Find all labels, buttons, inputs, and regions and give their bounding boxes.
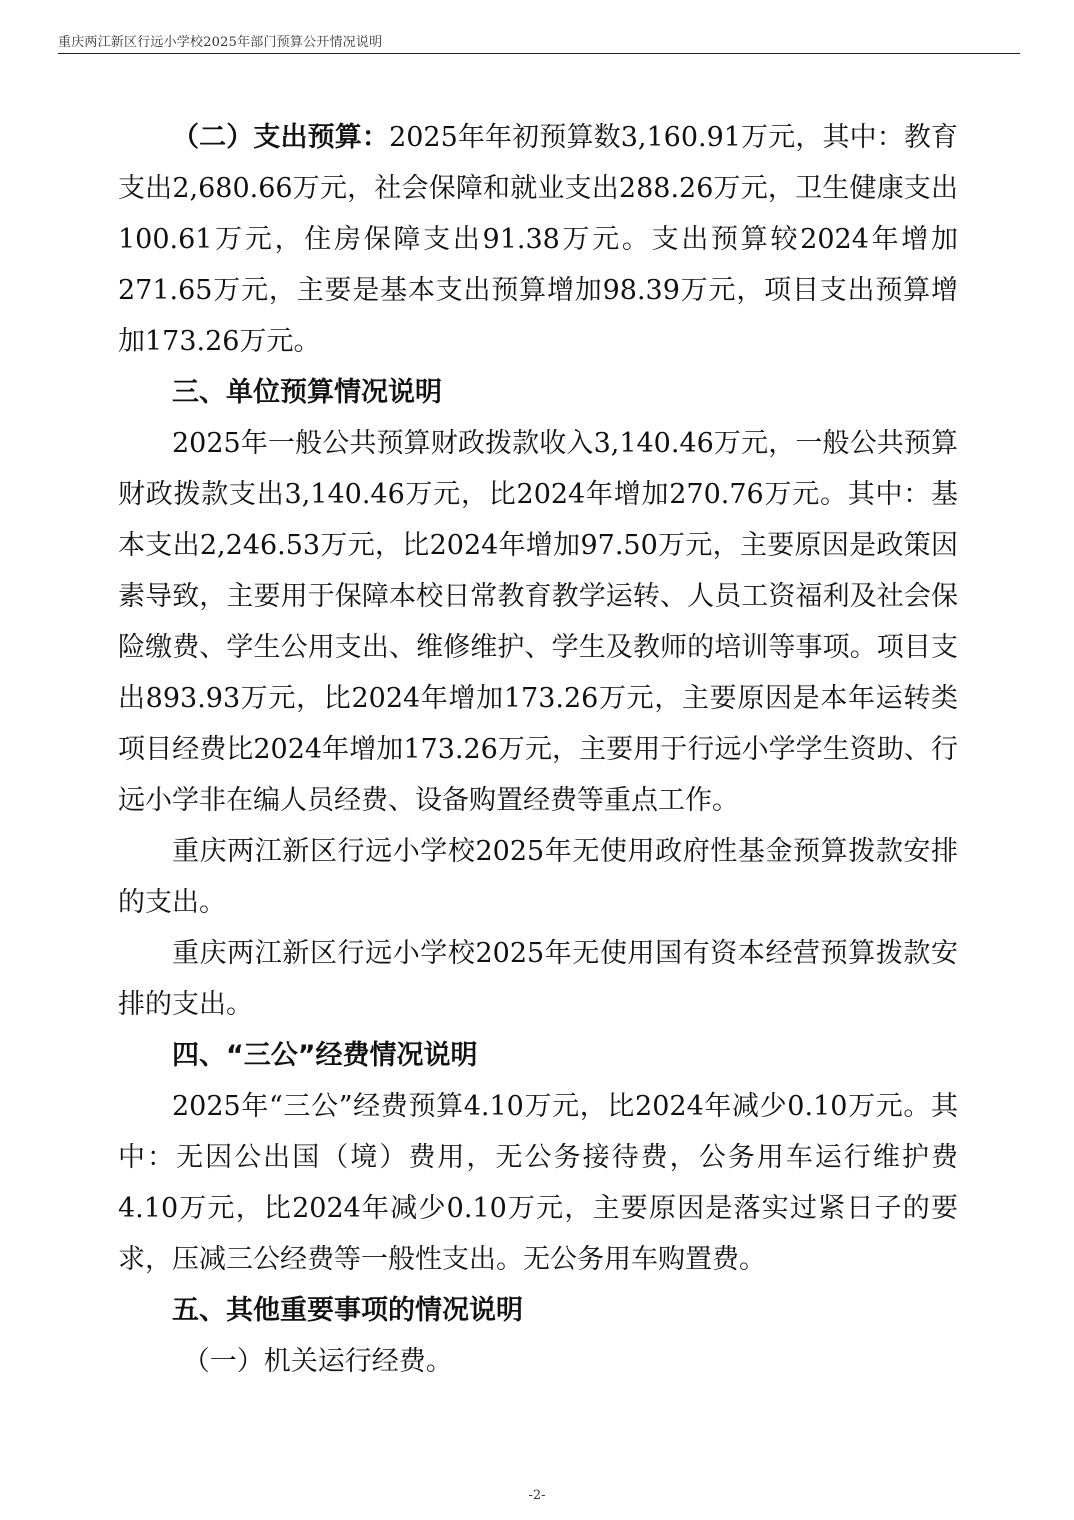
running-header: 重庆两江新区行远小学校2025年部门预算公开情况说明 <box>58 35 383 50</box>
section-heading-5: 五、其他重要事项的情况说明 <box>172 1295 523 1326</box>
paragraph-text: 2025年年初预算数3,160.91万元，其中：教育支出2,680.66万元，社会保障和就业支出288.26万元，卫生健康支出100.61万元，住房保障支出91.38万元。支出预算较2024年增加271.65万元，主要是基本支出预算增加98.39万元，项目支出预算增加173.26万元。 <box>118 122 958 357</box>
paragraph-state-capital: 重庆两江新区行远小学校2025年无使用国有资本经营预算拨款安排的支出。 <box>118 938 958 1020</box>
paragraph-government-fund: 重庆两江新区行远小学校2025年无使用政府性基金预算拨款安排的支出。 <box>118 836 958 918</box>
header-rule <box>58 53 1020 54</box>
subsection-heading-1: （一）机关运行经费。 <box>182 1346 453 1377</box>
document-body <box>118 112 958 1387</box>
section-heading-4: 四、“三公”经费情况说明 <box>172 1040 478 1071</box>
section-heading-3: 三、单位预算情况说明 <box>172 377 442 408</box>
paragraph-unit-budget: 2025年一般公共预算财政拨款收入3,140.46万元，一般公共预算财政拨款支出3,140.46万元，比2024年增加270.76万元。其中：基本支出2,246.53万元，比2024年增加97.50万元，主要原因是政策因素导致，主要用于保障本校日常教育教学运转、人员工资福利及社会保险缴费、学生公用支出、维修维护、学生及教师的培训等事项。项目支出893.93万元，比2024年增加173.26万元，主要原因是本年运转类项目经费比2024年增加173.26万元，主要用于行远小学学生资助、行远小学非在编人员经费、设备购置经费等重点工作。 <box>118 428 958 816</box>
page-number: -2- <box>528 1488 546 1503</box>
paragraph-three-public: 2025年“三公”经费预算4.10万元，比2024年减少0.10万元。其中：无因公出国（境）费用，无公务接待费，公务用车运行维护费4.10万元，比2024年减少0.10万元，主要原因是落实过紧日子的要求，压减三公经费等一般性支出。无公务用车购置费。 <box>118 1091 958 1275</box>
paragraph-lead: （二）支出预算： <box>172 122 390 153</box>
paragraph-expenditure-budget <box>118 112 958 367</box>
